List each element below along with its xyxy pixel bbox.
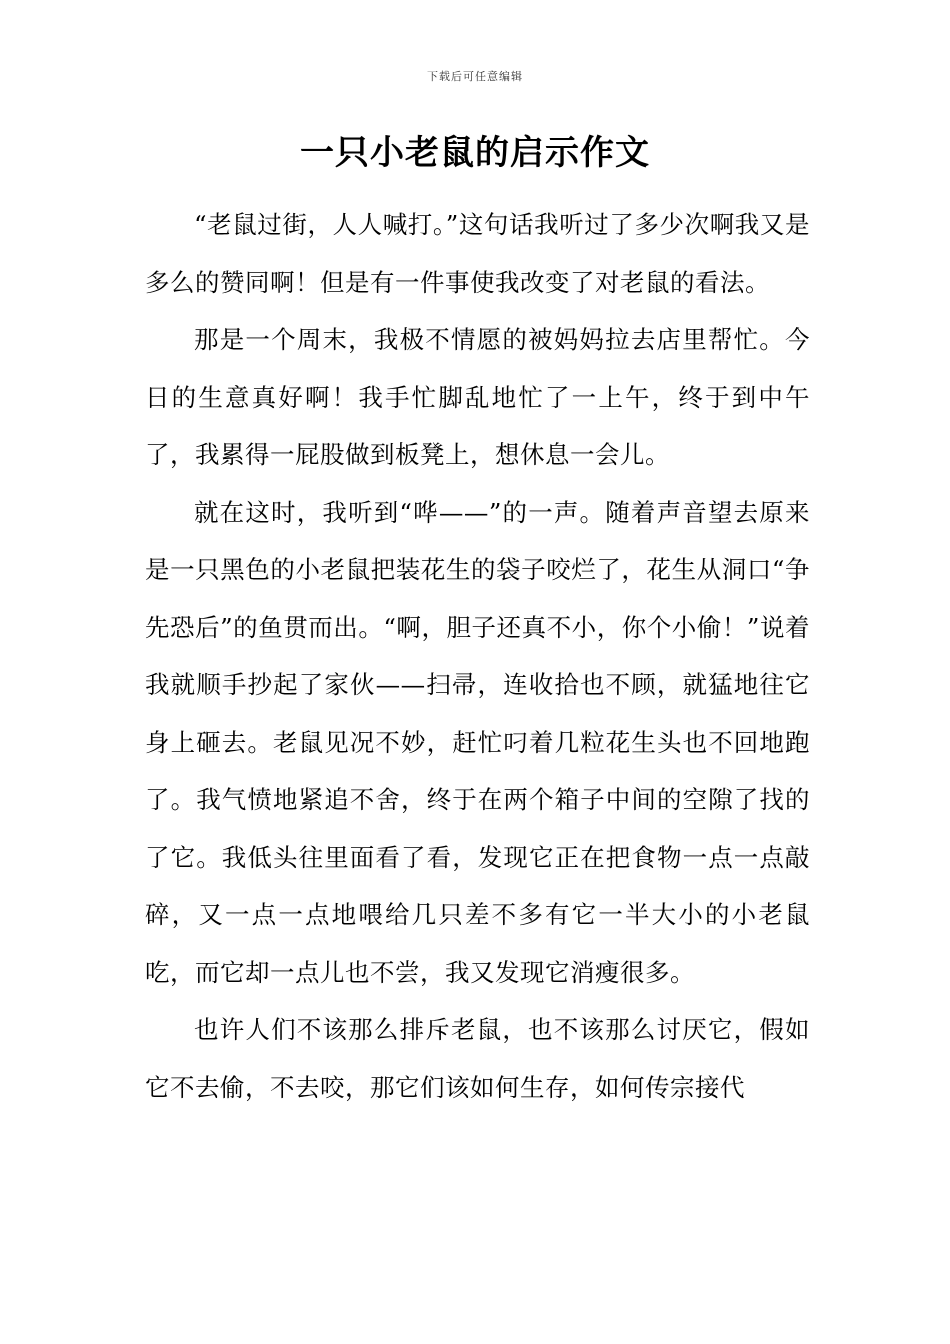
- document-body: [145, 196, 810, 1116]
- paragraph-3: 就在这时，我听到“哗——”的一声。随着声音望去原来是一只黑色的小老鼠把装花生的袋子咬烂了，花生从洞口“争先恐后”的鱼贯而出。“啊，胆子还真不小，你个小偷！”说着我就顺手抄起了家伙——扫帚，连收拾也不顾，就猛地往它身上砸去。老鼠见况不妙，赶忙叼着几粒花生头也不回地跑了。我气愤地紧追不舍，终于在两个箱子中间的空隙了找的了它。我低头往里面看了看，发现它正在把食物一点一点敲碎，又一点一点地喂给几只差不多有它一半大小的小老鼠吃，而它却一点儿也不尝，我又发现它消瘦很多。: [145, 497, 810, 987]
- paragraph-2: 那是一个周末，我极不情愿的被妈妈拉去店里帮忙。今日的生意真好啊！我手忙脚乱地忙了一上午，终于到中午了，我累得一屁股做到板凳上，想休息一会儿。: [145, 325, 810, 469]
- paragraph-4: 也许人们不该那么排斥老鼠，也不该那么讨厌它，假如它不去偷，不去咬，那它们该如何生存，如何传宗接代: [145, 1015, 810, 1102]
- paragraph-1: “老鼠过街，人人喊打。”这句话我听过了多少次啊我又是多么的赞同啊！但是有一件事使我改变了对老鼠的看法。: [145, 210, 810, 297]
- document-title: 一只小老鼠的启示作文: [300, 133, 650, 173]
- header-note: 下载后可任意编辑: [427, 70, 523, 83]
